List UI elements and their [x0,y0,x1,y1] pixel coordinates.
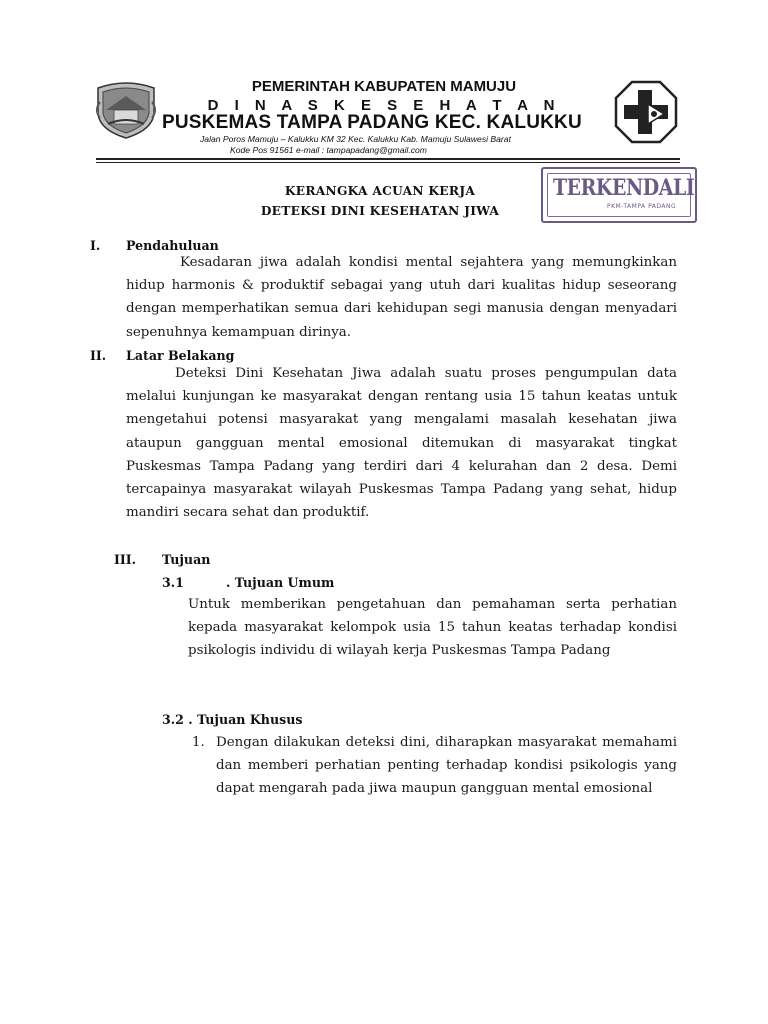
letterhead-department: D I N A S K E S E H A T A N [207,97,561,114]
letterhead-address: Jalan Poros Mamuju – Kalukku KM 32 Kec. Kalukku Kab. Mamuju Sulawesi Barat [200,134,511,144]
stamp-word: TERKENDALI [553,175,695,201]
list-item-1-number: 1. [192,735,205,750]
section-2-paragraph: Deteksi Dini Kesehatan Jiwa adalah suatu proses pengumpulan data melalui kunjungan ke masyarakat dengan rentang usia 15 tahun keatas untuk mengetahui potensi masyarakat yang mengalami masalah kesehatan jiwa ataupun gangguan mental emosional ditemukan di masyarakat tingkat Puskesmas Tampa Padang yang terdiri dari 4 kelurahan dan 2 desa. Demi tercapainya masyarakat wilayah Puskesmas Tampa Padang yang sehat, hidup mandiri secara sehat dan produktif. [126,366,677,521]
letterhead-rule-thick [96,158,680,160]
section-3-number: III. [114,552,137,567]
letterhead-postal-email: Kode Pos 91561 e-mail : tampapadang@gmail.com [230,145,427,155]
subsection-3-1-heading: . Tujuan Umum [226,575,335,590]
document-title: KERANGKA ACUAN KERJA [284,184,476,198]
document-subtitle: DETEKSI DINI KESEHATAN JIWA [260,204,500,218]
section-2-number: II. [90,348,107,363]
section-1-paragraph: Kesadaran jiwa adalah kondisi mental sejahtera yang memungkinkan hidup harmonis & produktif sebagai yang utuh dari kualitas hidup seseorang dengan memperhatikan semua dari kehidupan segi manusia dengan menyadari sepenuhnya kemampuan dirinya. [126,255,677,340]
subsection-3-2-heading: 3.2 . Tujuan Khusus [162,712,303,727]
list-item-1-text: Dengan dilakukan deteksi dini, diharapkan masyarakat memahami dan memberi perhatian penting terhadap kondisi psikologis yang dapat mengarah pada jiwa maupun gangguan mental emosional [216,735,677,797]
subsection-3-1-number: 3.1 [162,575,184,590]
subsection-3-1-paragraph: Untuk memberikan pengetahuan dan pemahaman serta perhatian kepada masyarakat kelompok usia 15 tahun keatas terhadap kondisi psikologis individu di wilayah kerja Puskesmas Tampa Padang [188,597,677,659]
letterhead-government: PEMERINTAH KABUPATEN MAMUJU [251,78,517,95]
section-1-number: I. [90,238,101,253]
section-2-heading: Latar Belakang [126,348,235,363]
section-3-heading: Tujuan [162,552,211,567]
section-1-heading: Pendahuluan [126,238,219,253]
terkendali-stamp [541,167,697,223]
letterhead-rule-thin [96,162,680,163]
stamp-subtext: PKM-TAMPA PADANG [607,203,677,210]
letterhead-puskesmas: PUSKEMAS TAMPA PADANG KEC. KALUKKU [162,112,582,133]
